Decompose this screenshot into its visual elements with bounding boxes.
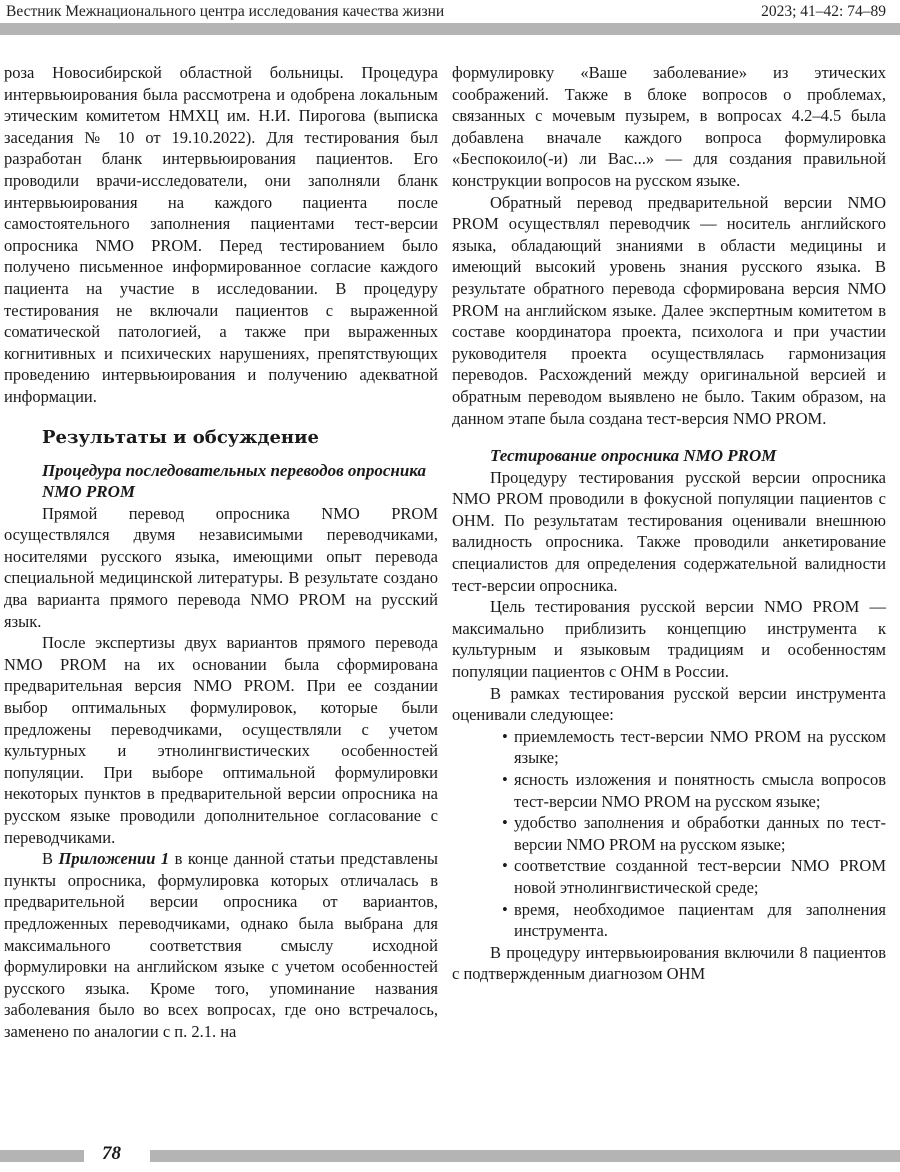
subsection-title: Процедура последовательных переводов опросника NMO PROM [42, 460, 426, 502]
journal-title: Вестник Межнационального центра исследования качества жизни [6, 3, 445, 20]
header-rule [0, 23, 900, 35]
list-item: • приемлемость тест-версии NMO PROM на русском языке; [504, 726, 886, 769]
subsection-title: Тестирование опросника NMO PROM [490, 446, 777, 466]
list-item: • соответствие созданной тест-версии NMO PROM новой этнолингвистической среде; [504, 855, 886, 898]
list-item: • время, необходимое пациентам для заполнения инструмента. [504, 899, 886, 942]
page-footer [0, 1143, 900, 1166]
paragraph [4, 848, 438, 1042]
footer-bar-right [150, 1150, 900, 1162]
criteria-list [452, 726, 886, 942]
paragraph: В рамках тестирования русской версии инструмента оценивали следующее: [452, 683, 886, 725]
paragraph: роза Новосибирской областной больницы. Процедура интервьюирования была рассмотрена и одобрена локальным этическим комитетом НМХЦ им. Н.И. Пирогова (выписка заседания № 10 от 19.10.2022). Для тестирования был разработан бланк интервьюирования пациентов. Его проводили врачи-исследователи, они заполняли бланк интервьюирования на каждого пациента после самостоятельного заполнения пациентами тест-версии опросника NMO PROM. Перед тестированием было получено письменное информированное согласие каждого пациента на участие в исследовании. В процедуру тестирования не включали пациентов с выраженной соматической патологией, а также при выраженных когнитивных и психических нарушениях, препятствующих проведению интервьюирования и получению адекватной информации. [4, 63, 438, 406]
text-span: в конце данной статьи представлены пункты опросника, формулировка которых отличалась в предварительной версии опросника от вариантов, предложенных переводчиками, однако была выбрана для максимального соответствия смыслу исходной формулировки на английском языке с учетом особенностей русского языка. Кроме того, упоминание названия заболевания было во всех вопросах, где оно встречалось, заменено по аналогии с п. 2.1. на [4, 849, 438, 1041]
paragraph: Процедуру тестирования русской версии опросника NMO PROM проводили в фокусной популяции пациентов с ОНМ. По результатам тестирования оценивали внешнюю валидность опросника. Также проводили анкетирование специалистов для определения содержательной валидности тест-версии опросника. [452, 467, 886, 595]
issue-info: 2023; 41–42: 74–89 [761, 3, 886, 20]
paragraph: После экспертизы двух вариантов прямого перевода NMO PROM на их основании была сформирована предварительная версия NMO PROM. При ее создании выбор оптимальных формулировок, которые были предложены переводчиками, осуществляли с учетом культурных и этнолингвистических особенностей популяции. При выборе оптимальной формулировки некоторых пунктов в предварительной версии опросника на русском языке проводили дополнительное согласование с переводчиками. [4, 633, 438, 847]
text-span: В [42, 849, 59, 869]
paragraph: В процедуру интервьюирования включили 8 пациентов с подтвержденным диагнозом ОНМ [452, 942, 886, 984]
paragraph: Прямой перевод опросника NMO PROM осуществлялся двумя независимыми переводчиками, носителями русского языка, имеющими опыт перевода специальной медицинской литературы. В результате создано два варианта прямого перевода NMO PROM на русский язык. [4, 503, 438, 631]
left-column [4, 62, 438, 1043]
list-item: • удобство заполнения и обработки данных по тест-версии NMO PROM на русском языке; [504, 812, 886, 855]
section-title: Результаты и обсуждение [42, 426, 319, 448]
running-header [0, 0, 900, 22]
paragraph: Цель тестирования русской версии NMO PROM — максимально приблизить концепцию инструмента к культурным и языковым традициям и особенностям популяции пациентов с ОНМ в России. [452, 597, 886, 682]
list-item: • ясность изложения и понятность смысла вопросов тест-версии NMO PROM на русском языке; [504, 769, 886, 812]
paragraph: формулировку «Ваше заболевание» из этических соображений. Также в блоке вопросов о проблемах, связанных с мочевым пузырем, в вопросах 4.2–4.5 была добавлена вначале каждого вопроса формулировка «Беспокоило(-и) ли Вас...» — для создания правильной конструкции вопросов на русском языке. [452, 63, 886, 190]
footer-bar-left [0, 1150, 84, 1162]
page-number: 78 [102, 1143, 121, 1164]
right-column [452, 62, 886, 985]
paragraph: Обратный перевод предварительной версии NMO PROM осуществлял переводчик — носитель английского языка, обладающий знаниями в области медицины и имеющий высокий уровень знания русского языка. В результате обратного перевода сформирована версия NMO PROM на английском языке. Далее экспертным комитетом в составе координатора проекта, психолога и при участии руководителя проекта осуществлялась гармонизация переводов. Расхождений между оригинальной версией и обратным переводом выявлено не было. Таким образом, на данном этапе была создана тест-версия NMO PROM. [452, 192, 886, 428]
appendix-reference: Приложении 1 [58, 849, 170, 869]
